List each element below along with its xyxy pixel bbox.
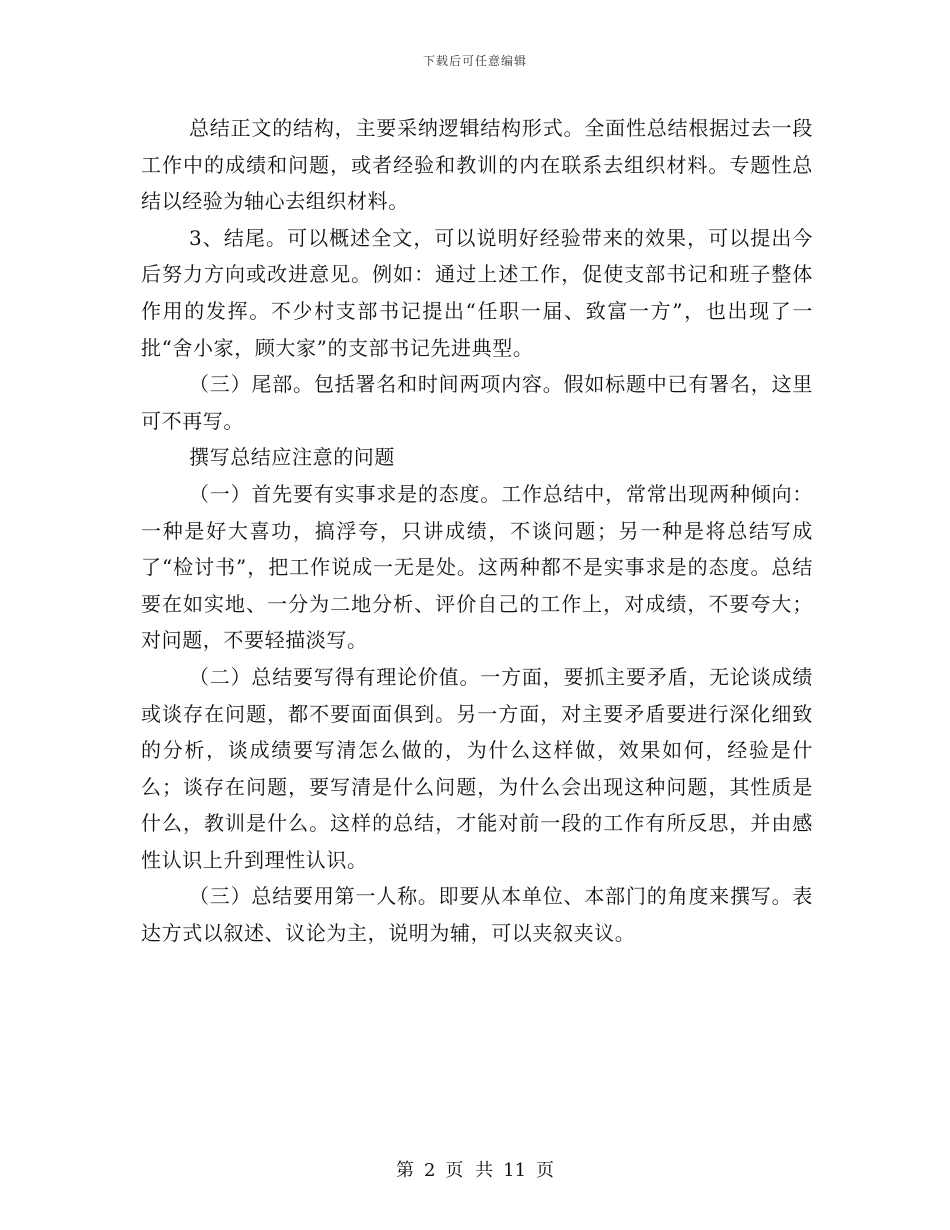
- paragraph-ending: 3、结尾。可以概述全文，可以说明好经验带来的效果，可以提出今后努力方向或改进意见。例如：通过上述工作，促使支部书记和班子整体作用的发挥。不少村支部书记提出“任职一届、致富一方”，也出现了一批“舍小家，顾大家”的支部书记先进典型。: [141, 225, 813, 360]
- paragraph-point-three: （三）总结要用第一人称。即要从本单位、本部门的角度来撰写。表达方式以叙述、议论为主，说明为辅，可以夹叙夹议。: [141, 884, 813, 946]
- paragraph-point-one: （一）首先要有实事求是的态度。工作总结中，常常出现两种倾向：一种是好大喜功，搞浮夸，只讲成绩，不谈问题；另一种是将总结写成了“检讨书”，把工作说成一无是处。这两种都不是实事求是的态度。总结要在如实地、一分为二地分析、评价自己的工作上，对成绩，不要夸大；对问题，不要轻描淡写。: [141, 481, 813, 653]
- page-header: 下载后可任意编辑: [422, 54, 527, 68]
- paragraph-body-structure: 总结正文的结构，主要采纳逻辑结构形式。全面性总结根据过去一段工作中的成绩和问题，或者经验和教训的内在联系去组织材料。专题性总结以经验为轴心去组织材料。: [141, 116, 813, 214]
- paragraph-tail: （三）尾部。包括署名和时间两项内容。假如标题中已有署名，这里可不再写。: [141, 372, 813, 433]
- footer-total-pages: 11: [503, 1160, 527, 1181]
- footer-suffix: 页: [536, 1160, 555, 1181]
- footer-page-number: 2: [423, 1160, 436, 1181]
- paragraph-point-two: （二）总结要写得有理论价值。一方面，要抓主要矛盾，无论谈成绩或谈存在问题，都不要面面俱到。另一方面，对主要矛盾要进行深化细致的分析，谈成绩要写清怎么做的，为什么这样做，效果如何，经验是什么；谈存在问题，要写清是什么问题，为什么会出现这种问题，其性质是什么，教训是什么。这样的总结，才能对前一段的工作有所反思，并由感性认识上升到理性认识。: [141, 664, 813, 872]
- page-footer: [0, 1156, 950, 1182]
- footer-prefix: 第: [395, 1160, 414, 1181]
- footer-middle: 页 共: [445, 1160, 494, 1181]
- section-heading: 撰写总结应注意的问题: [189, 445, 395, 470]
- document-body: [141, 110, 813, 952]
